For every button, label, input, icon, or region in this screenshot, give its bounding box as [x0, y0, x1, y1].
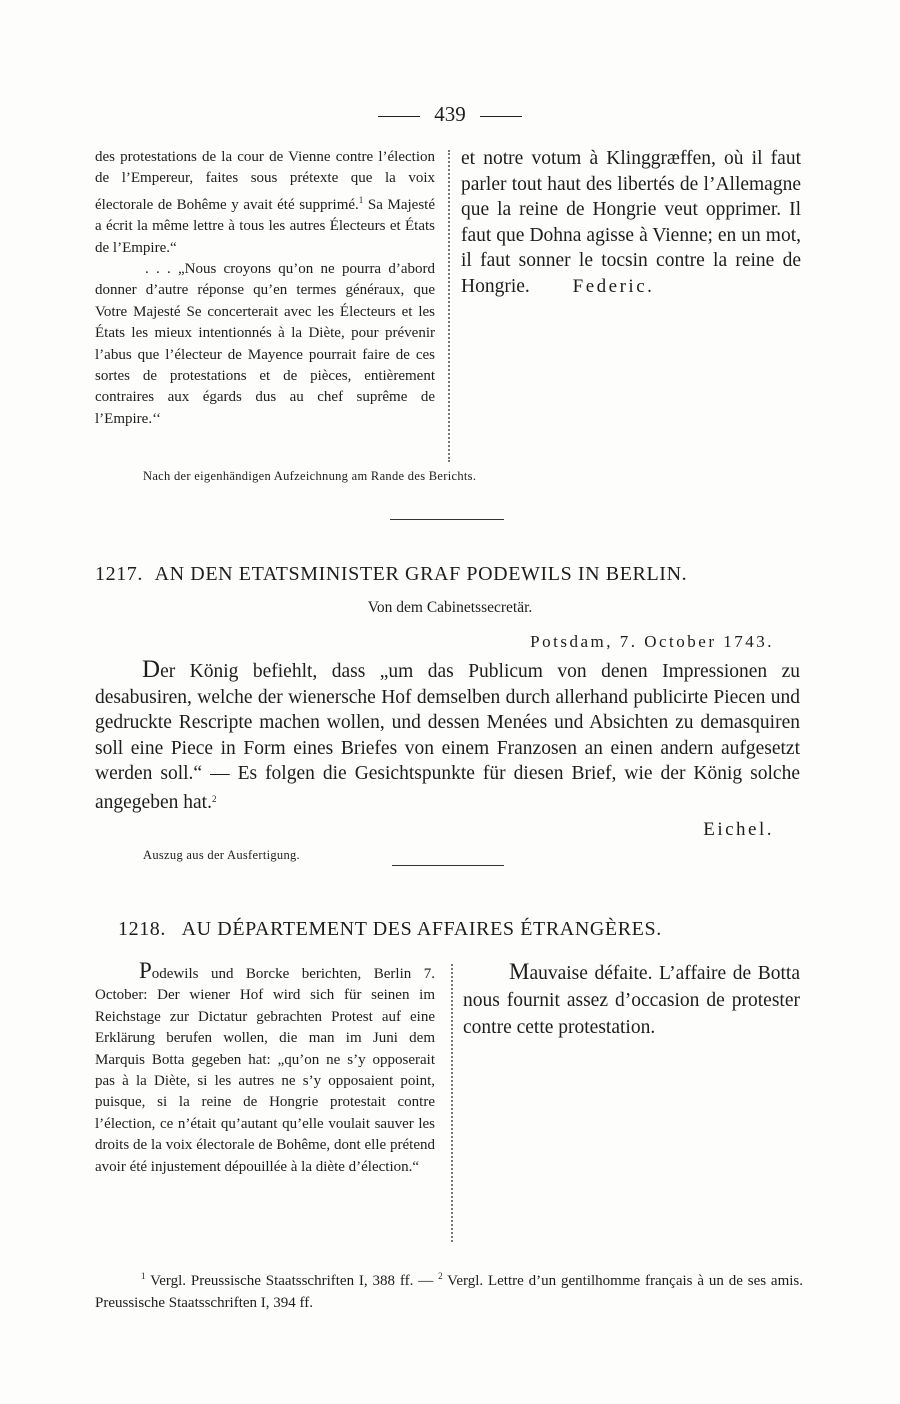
section-1218-number: 1218. — [118, 918, 166, 940]
column-separator-bottom — [451, 964, 453, 1242]
section-1218-title: AU DÉPARTEMENT DES AFFAIRES ÉTRANGÈRES. — [181, 918, 662, 940]
footnote-ref-2: 2 — [211, 793, 217, 804]
section-1218-report — [95, 960, 435, 1178]
section-1217-initial: D — [142, 656, 161, 683]
section-1218-right-text: auvaise défaite. L’affaire de Botta nous fournit assez d’occasion de protester contre cette protestation. — [463, 963, 800, 1038]
source-note-1: Nach der eigenhändigen Aufzeichnung am Rande des Berichts. — [143, 469, 477, 483]
footnotes — [95, 1265, 803, 1314]
footnotes-paragraph — [95, 1265, 803, 1314]
page-number-dash-right — [480, 116, 522, 117]
signature-eichel — [703, 819, 774, 841]
section-1217-source-note: Auszug aus der Ausfertigung. — [143, 848, 300, 862]
section-1217-subtitle: Von dem Cabinetssecretär. — [367, 599, 533, 616]
section-1218-right-column — [463, 958, 800, 1041]
section-1217-body-text: er König befiehlt, dass „um das Publicum von denen Impressionen zu desabusiren, welche der wienersche Hof demselben durch allerhand publicirte Piecen und gedruckte Rescripte machen wollen, und dessen Menées und Absichten zu demasquiren soll eine Piece in Form eines Briefes von einem Franzosen an einen andern aufgesetzt werden soll.“ — Es folgen die Gesichtspunkte für diesen Brief, wie der König solche angegeben hat. — [95, 661, 800, 813]
section-1217-body — [95, 657, 800, 816]
left-top-para1-text: des protestations de la cour de Vienne contre l’élection de l’Empereur, faites sous prétexte que la voix électorale de Bohême y avait été supprimé. — [95, 149, 435, 213]
section-1217-paragraph — [95, 657, 800, 816]
right-column-top — [461, 146, 801, 300]
signature-federic: Federic. — [572, 275, 655, 297]
footnote-2-text: Vergl. Lettre d’un gentilhomme français à un de ses amis. Preussische Staatsschriften I, 394 ff. — [95, 1273, 803, 1311]
left-top-paragraph-1 — [95, 147, 435, 259]
left-top-paragraph-2: . . . „Nous croyons qu’on ne pourra d’abord donner d’autre réponse qu’en termes généraux, que Votre Majesté Se concerterait avec les Électeurs et les États les mieux intentionnés à la Diète, pour prévenir l’abus que l’électeur de Mayence pourrait faire de ces sortes de protestations et de pièces, entièrement contraires aux égards dus au chef suprême de l’Empire.‘‘ — [95, 261, 435, 427]
page-number-dash-left — [378, 116, 420, 117]
section-divider-1 — [390, 519, 504, 520]
section-1218-left-text: odewils und Borcke berichten, Berlin 7. October: Der wiener Hof wird sich für seinen im Reichstage zur Dictatur gebrachten Protest auf eine Erklärung berufen wollen, die man im Juni dem Marquis Botta gegeben hat: „qu’on ne s’y opposerait pas à la Diète, si les autres ne s’y opposaient point, puisque, si la reine de Hongrie protestait contre l’élection, ce n’était qu’autant qu’elle voulait sauver les droits de la voix électorale de Bohême, dont elle prétend avoir été injustement dépouillée à la diète d’élection.“ — [95, 966, 435, 1175]
section-1217-title: AN DEN ETATSMINISTER GRAF PODEWILS IN BERLIN. — [154, 563, 688, 585]
section-1218-left-initial: P — [139, 958, 152, 983]
footnote-2-mark: 2 — [438, 1271, 443, 1281]
section-1218-right-initial: M — [509, 959, 530, 984]
section-divider-2 — [392, 865, 504, 866]
page-number-line — [0, 102, 900, 127]
left-top-para1-tail: Sa Majesté a écrit la même lettre à tous les autres Électeurs et États de l’Empire.“ — [95, 196, 435, 256]
signature-eichel-text: Eichel. — [703, 819, 774, 840]
footnote-1-mark: 1 — [141, 1271, 146, 1281]
section-1218-heading — [118, 918, 798, 941]
section-1217-place-date — [530, 632, 774, 652]
place-date-text: Potsdam, 7. October 1743. — [530, 632, 774, 651]
page-number: 439 — [434, 102, 466, 126]
section-1217-number: 1217. — [95, 563, 143, 585]
section-1218-reply — [463, 958, 800, 1041]
right-top-text: et notre votum à Klinggræffen, où il faut parler tout haut des libertés de l’Allemagne que la reine de Hongrie veut opprimer. Il faut que Dohna agisse à Vienne; en un mot, il faut sonner le tocsin contre la reine de Hongrie. — [461, 148, 801, 297]
left-column-top — [95, 147, 435, 430]
section-1218-left-column — [95, 960, 435, 1178]
footnote-ref-1: 1 — [358, 194, 364, 205]
section-1217-heading — [95, 563, 805, 586]
footnote-1-text: Vergl. Preussische Staatsschriften I, 388 ff. — — [145, 1273, 439, 1289]
column-separator-top — [448, 150, 450, 462]
